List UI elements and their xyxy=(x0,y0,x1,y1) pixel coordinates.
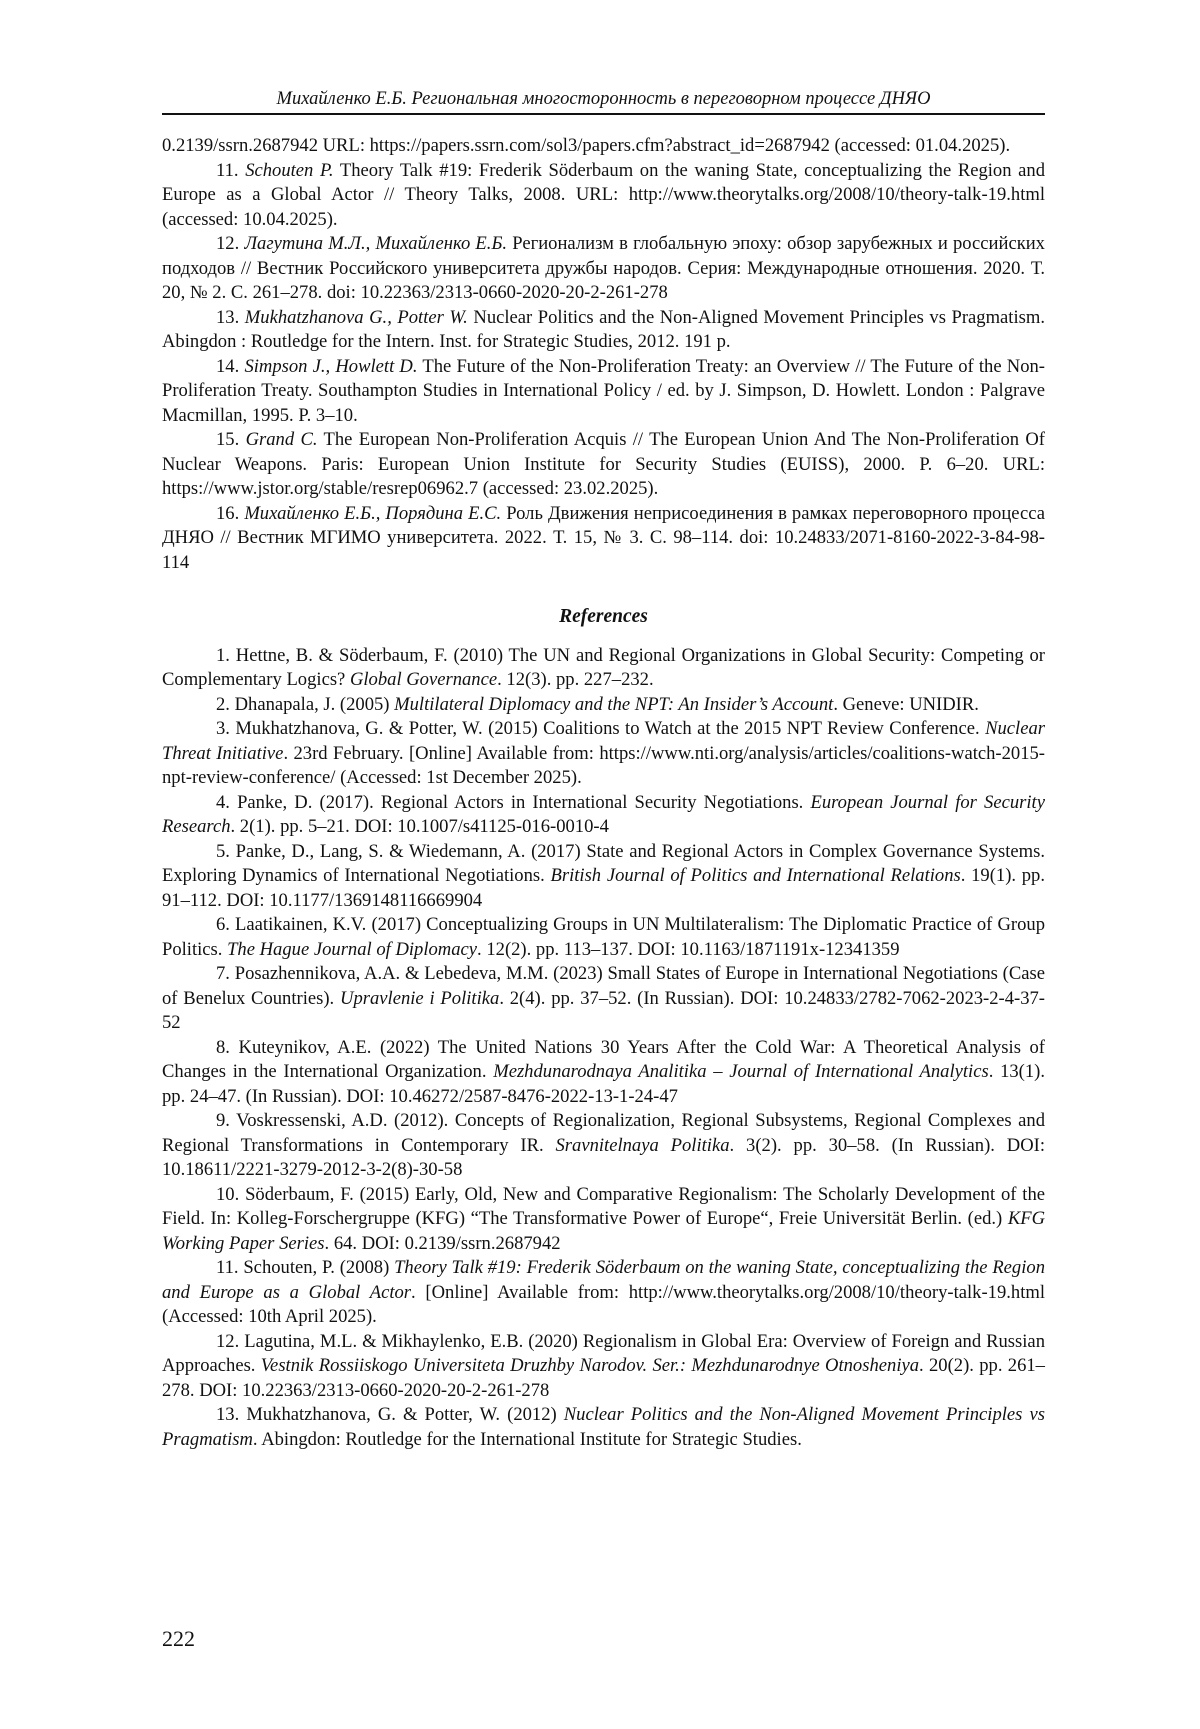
reference-source: KFG Working Paper Series xyxy=(162,1208,1045,1254)
reference-entry xyxy=(162,717,1045,791)
reference-details: . 3(2). pp. 30–58. (In Russian). DOI: 10.18611/2221-3279-2012-3-2(8)-30-58 xyxy=(162,1134,1045,1180)
reference-details: . 12(3). pp. 227–232. xyxy=(497,669,654,690)
reference-entry xyxy=(162,1256,1045,1330)
reference-entry xyxy=(162,1183,1045,1257)
reference-text: 11. Schouten, P. (2008) xyxy=(216,1257,395,1278)
reference-entry xyxy=(162,1403,1045,1452)
reference-entry xyxy=(162,693,1045,718)
entry-authors: Grand C. xyxy=(245,429,318,450)
reference-source: Nuclear Threat Initiative xyxy=(162,718,1045,764)
page-number: 222 xyxy=(162,1626,195,1651)
entry-text: Nuclear Politics and the Non-Aligned Movement Principles vs Pragmatism. Abingdon : Routledge for the Intern. Inst. for Strategic Studies, 2012. 191 p. xyxy=(162,306,1045,352)
entry-number: 11. xyxy=(216,159,239,181)
reference-source: The Hague Journal of Diplomacy xyxy=(227,938,478,960)
entry-authors: Михайленко Е.Б., Порядина Е.С. xyxy=(244,502,502,524)
entry-authors: Simpson J., Howlett D. xyxy=(244,355,418,377)
references-heading: References xyxy=(559,606,648,627)
bibliography-list xyxy=(162,159,1045,576)
entry-text: Регионализм в глобальную эпоху: обзор зарубежных и российских подходов // Вестник Российского университета дружбы народов. Серия: Международные отношения. 2020. Т. 20, № 2. С. 261–278. doi: 10.22363/2313-0660-2020-20-2-261-278 xyxy=(162,233,1045,303)
reference-text: 7. Posazhennikova, A.A. & Lebedeva, M.M. (2023) Small States of Europe in International Negotiations (Case of Benelux Countries). xyxy=(162,963,1045,1009)
reference-entry xyxy=(162,1036,1045,1110)
reference-text: 1. Hettne, B. & Söderbaum, F. (2010) The UN and Regional Organizations in Global Security: Competing or Complementary Logics? xyxy=(162,644,1045,690)
reference-details: . Geneve: UNIDIR. xyxy=(833,693,979,715)
entry-number: 16. xyxy=(216,502,240,524)
reference-source: Theory Talk #19: Frederik Söderbaum on the waning State, conceptualizing the Region and Europe as a Global Actor xyxy=(162,1257,1045,1303)
entry-number: 15. xyxy=(216,429,240,450)
reference-entry xyxy=(162,644,1045,693)
reference-source: British Journal of Politics and International Relations xyxy=(550,865,961,886)
reference-source: Nuclear Politics and the Non-Aligned Movement Principles vs Pragmatism xyxy=(162,1404,1045,1450)
bibliography-entry xyxy=(162,502,1045,576)
bibliography-entry xyxy=(162,232,1045,306)
reference-details: . 23rd February. [Online] Available from: https://www.nti.org/analysis/articles/coalitions-watch-2015-npt-review-conference/ (Accessed: 1st December 2025). xyxy=(162,742,1045,788)
reference-details: . 12(2). pp. 113–137. DOI: 10.1163/1871191x-12341359 xyxy=(477,938,900,960)
reference-entry xyxy=(162,1330,1045,1404)
reference-entry xyxy=(162,913,1045,962)
reference-details: . 64. DOI: 0.2139/ssrn.2687942 xyxy=(324,1232,561,1254)
reference-source: Global Governance xyxy=(349,669,498,690)
entry-authors: Schouten P. xyxy=(245,159,334,181)
reference-text: 9. Voskressenski, A.D. (2012). Concepts of Regionalization, Regional Subsystems, Regional Complexes and Regional Transformations in Contemporary IR. xyxy=(162,1110,1045,1156)
reference-text: 8. Kuteynikov, A.E. (2022) The United Nations 30 Years After the Cold War: A Theoretical Analysis of Changes in the International Organization. xyxy=(162,1036,1045,1082)
reference-details: . 13(1). pp. 24–47. (In Russian). DOI: 10.46272/2587-8476-2022-13-1-24-47 xyxy=(162,1061,1045,1107)
reference-source: Vestnik Rossiiskogo Universiteta Druzhby Narodov. Ser.: Mezhdunarodnye Otnosheniya xyxy=(260,1355,920,1376)
bibliography-entry xyxy=(162,355,1045,429)
reference-source: Multilateral Diplomacy and the NPT: An Insider’s Account xyxy=(394,693,834,715)
reference-details: . Abingdon: Routledge for the International Institute for Strategic Studies. xyxy=(252,1428,802,1450)
header-rule xyxy=(162,113,1045,115)
entry-authors: Лагутина М.Л., Михайленко Е.Б. xyxy=(244,233,508,254)
reference-text: 10. Söderbaum, F. (2015) Early, Old, New and Comparative Regionalism: The Scholarly Development of the Field. In: Kolleg-Forschergruppe (KFG) “The Transformative Power of Europe“, Freie Universität Berlin. (ed.) xyxy=(162,1183,1045,1229)
references-list xyxy=(162,644,1045,1453)
entry-text: The European Non-Proliferation Acquis // The European Union And The Non-Proliferation Of Nuclear Weapons. Paris: European Union Institute for Security Studies (EUISS), 2000. P. 6–20. URL: https://www.jstor.org/stable/resrep06962.7 (accessed: 23.02.2025). xyxy=(162,429,1045,499)
continued-entry: 0.2139/ssrn.2687942 URL: https://papers.ssrn.com/sol3/papers.cfm?abstract_id=2687942 (accessed: 01.04.2025). xyxy=(162,135,1011,156)
reference-details: . [Online] Available from: http://www.theorytalks.org/2008/10/theory-talk-19.html (Accessed: 10th April 2025). xyxy=(162,1281,1045,1327)
entry-number: 14. xyxy=(216,355,240,377)
reference-details: . 19(1). pp. 91–112. DOI: 10.1177/1369148116669904 xyxy=(162,865,1045,911)
reference-source: Sravnitelnaya Politika xyxy=(555,1134,730,1156)
reference-details: . 20(2). pp. 261–278. DOI: 10.22363/2313-0660-2020-20-2-261-278 xyxy=(162,1355,1045,1401)
reference-text: 5. Panke, D., Lang, S. & Wiedemann, A. (2017) State and Regional Actors in Complex Governance Systems. Exploring Dynamics of International Negotiations. xyxy=(162,840,1045,886)
reference-text: 4. Panke, D. (2017). Regional Actors in International Security Negotiations. xyxy=(216,791,811,813)
reference-text: 6. Laatikainen, K.V. (2017) Conceptualizing Groups in UN Multilateralism: The Diplomatic Practice of Group Politics. xyxy=(162,914,1045,960)
reference-entry xyxy=(162,962,1045,1036)
running-header: Михайленко Е.Б. Региональная многосторонность в переговорном процессе ДНЯО xyxy=(276,89,931,109)
reference-source: European Journal for Security Research xyxy=(162,791,1045,837)
bibliography-entry xyxy=(162,306,1045,355)
reference-details: . 2(4). pp. 37–52. (In Russian). DOI: 10.24833/2782-7062-2023-2-4-37-52 xyxy=(162,987,1045,1033)
reference-source: Upravlenie i Politika xyxy=(340,987,500,1009)
entry-text: Theory Talk #19: Frederik Söderbaum on the waning State, conceptualizing the Region and Europe as a Global Actor // Theory Talks, 2008. URL: http://www.theorytalks.org/2008/10/theory-talk-19.html (accessed: 10.04.2025). xyxy=(162,159,1045,230)
bibliography-entry xyxy=(162,428,1045,502)
reference-text: 12. Lagutina, M.L. & Mikhaylenko, E.B. (2020) Regionalism in Global Era: Overview of Foreign and Russian Approaches. xyxy=(162,1330,1045,1376)
reference-details: . 2(1). pp. 5–21. DOI: 10.1007/s41125-016-0010-4 xyxy=(230,816,609,837)
entry-authors: Mukhatzhanova G., Potter W. xyxy=(244,306,468,328)
reference-text: 3. Mukhatzhanova, G. & Potter, W. (2015) Coalitions to Watch at the 2015 NPT Review Conference. xyxy=(216,718,986,739)
reference-entry xyxy=(162,791,1045,840)
entry-text: The Future of the Non-Proliferation Treaty: an Overview // The Future of the Non-Proliferation Treaty. Southampton Studies in International Policy / ed. by J. Simpson, D. Howlett. London : Palgrave Macmillan, 1995. P. 3–10. xyxy=(162,355,1046,426)
bibliography-entry xyxy=(162,159,1045,233)
body-text xyxy=(162,134,1045,1452)
reference-entry xyxy=(162,1109,1045,1183)
reference-text: 2. Dhanapala, J. (2005) xyxy=(216,693,395,715)
reference-source: Mezhdunarodnaya Analitika – Journal of International Analytics xyxy=(493,1061,989,1082)
entry-number: 12. xyxy=(216,233,240,254)
reference-text: 13. Mukhatzhanova, G. & Potter, W. (2012) xyxy=(216,1404,564,1425)
entry-number: 13. xyxy=(216,306,240,328)
reference-entry xyxy=(162,840,1045,914)
entry-text: Роль Движения неприсоединения в рамках переговорного процесса ДНЯО // Вестник МГИМО университета. 2022. Т. 15, № 3. С. 98–114. doi: 10.24833/2071-8160-2022-3-84-98-114 xyxy=(162,502,1046,573)
